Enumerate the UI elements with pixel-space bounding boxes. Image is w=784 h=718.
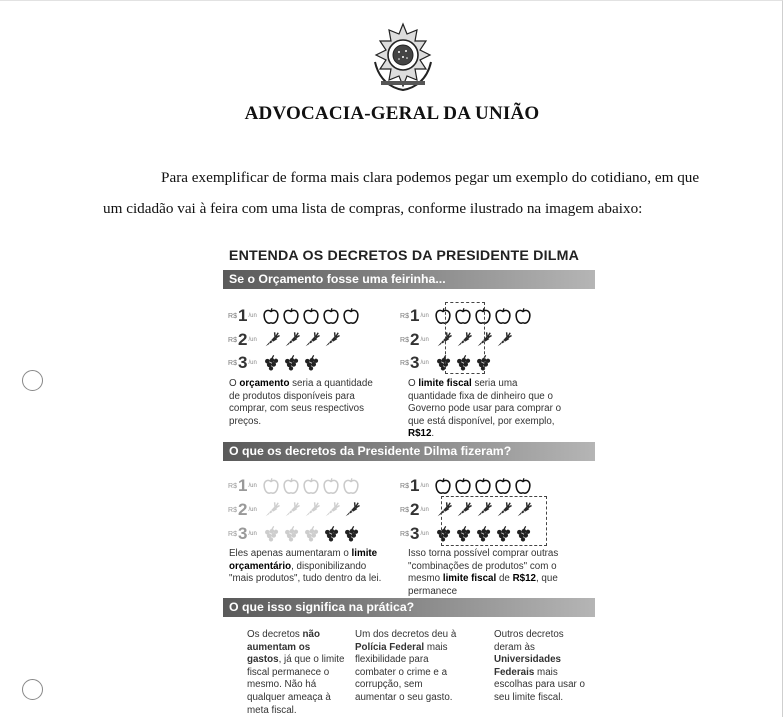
text-part: , disponibilizando "mais produtos", tudo dentro da lei. bbox=[229, 560, 382, 585]
price-row bbox=[219, 306, 362, 326]
text-part: , já que o limite fiscal permanece o mesmo. Não há qualquer ameaça à meta fiscal. bbox=[247, 654, 345, 716]
apple-icon bbox=[282, 477, 300, 495]
price-row bbox=[219, 353, 322, 373]
apple-icon bbox=[494, 477, 512, 495]
price-unit: /un bbox=[248, 337, 257, 343]
text-part: Os decretos bbox=[247, 629, 303, 640]
punch-hole-top bbox=[22, 370, 43, 391]
text-part: O bbox=[408, 378, 419, 389]
text-part: de bbox=[496, 573, 513, 585]
carrot-icon bbox=[494, 331, 512, 349]
grapes-icon bbox=[302, 525, 320, 543]
text-part: Um dos decretos deu à bbox=[355, 629, 457, 640]
organization-title: ADVOCACIA-GERAL DA UNIÃO bbox=[244, 103, 540, 124]
price-prefix: R$ bbox=[228, 530, 237, 538]
price-value: 1 bbox=[238, 476, 248, 495]
price-unit: /un bbox=[420, 507, 429, 513]
apple-icon bbox=[494, 307, 512, 325]
panel2-right-text bbox=[408, 548, 578, 598]
text-bold: Universidades Federais bbox=[494, 654, 561, 678]
apple-icon bbox=[514, 477, 532, 495]
price-prefix: R$ bbox=[400, 530, 409, 538]
text-bold: limite fiscal bbox=[442, 573, 497, 585]
price-unit: /un bbox=[248, 483, 257, 489]
price-value: 2 bbox=[410, 330, 420, 349]
punch-hole-bottom bbox=[22, 679, 43, 700]
price-prefix: R$ bbox=[400, 506, 409, 514]
section-bar-1: Se o Orçamento fosse uma feirinha... bbox=[223, 270, 595, 289]
text-bold: limite orçamentário bbox=[229, 548, 378, 572]
practice-column-2 bbox=[355, 629, 463, 705]
text-bold: R$12 bbox=[408, 428, 432, 440]
price-value: 3 bbox=[238, 353, 248, 372]
price-row bbox=[219, 330, 342, 350]
apple-icon bbox=[262, 307, 280, 325]
price-value: 3 bbox=[410, 524, 420, 543]
apple-icon bbox=[262, 477, 280, 495]
text-bold: limite fiscal bbox=[418, 378, 472, 389]
price-prefix: R$ bbox=[228, 359, 237, 367]
price-value: 3 bbox=[238, 524, 248, 543]
text-part: mais flexibilidade para combater o crime e a corrupção, sem aumentar o seu gasto. bbox=[355, 641, 453, 703]
price-unit: /un bbox=[420, 360, 429, 366]
body-paragraph bbox=[103, 162, 710, 224]
price-value: 3 bbox=[410, 353, 420, 372]
apple-icon bbox=[474, 477, 492, 495]
apple-icon bbox=[282, 307, 300, 325]
grapes-icon bbox=[262, 354, 280, 372]
text-bold: Polícia Federal bbox=[355, 641, 425, 653]
price-value: 1 bbox=[410, 476, 420, 495]
apple-icon bbox=[322, 477, 340, 495]
price-unit: /un bbox=[420, 483, 429, 489]
panel1-right-text bbox=[408, 378, 568, 441]
text-part: Isso torna possível comprar outras "combinações de produtos" com o mesmo bbox=[408, 548, 559, 585]
carrot-icon bbox=[302, 501, 320, 519]
price-row bbox=[219, 500, 362, 520]
grapes-icon bbox=[282, 525, 300, 543]
infographic-title: ENTENDA OS DECRETOS DA PRESIDENTE DILMA bbox=[228, 248, 580, 264]
infographic bbox=[215, 244, 593, 718]
price-prefix: R$ bbox=[400, 482, 409, 490]
carrot-icon bbox=[262, 501, 280, 519]
apple-icon bbox=[514, 307, 532, 325]
price-unit: /un bbox=[420, 531, 429, 537]
grapes-icon bbox=[302, 354, 320, 372]
panel2-left-text bbox=[229, 548, 389, 586]
panel1-left-text bbox=[229, 378, 379, 428]
carrot-icon bbox=[342, 501, 360, 519]
text-part: O bbox=[229, 378, 240, 389]
price-row bbox=[219, 476, 362, 496]
price-value: 2 bbox=[238, 330, 248, 349]
text-part: . bbox=[431, 428, 435, 440]
apple-icon bbox=[434, 477, 452, 495]
grapes-icon bbox=[322, 525, 340, 543]
price-unit: /un bbox=[420, 337, 429, 343]
price-row bbox=[391, 476, 534, 496]
price-value: 1 bbox=[410, 306, 420, 325]
grapes-icon bbox=[342, 525, 360, 543]
carrot-icon bbox=[282, 501, 300, 519]
grapes-icon bbox=[282, 354, 300, 372]
apple-icon bbox=[342, 307, 360, 325]
text-part: seria uma quantidade fixa de dinheiro que o Governo pode usar para comprar o que está disponível, por exemplo, bbox=[408, 378, 562, 427]
carrot-icon bbox=[302, 331, 320, 349]
text-part: seria a quantidade de produtos disponíveis para comprar, com seus respectivos preços. bbox=[229, 378, 373, 427]
price-prefix: R$ bbox=[228, 506, 237, 514]
apple-icon bbox=[342, 477, 360, 495]
text-bold: orçamento bbox=[239, 378, 290, 389]
text-part: mais escolhas para usar o seu limite fiscal. bbox=[494, 666, 585, 703]
apple-icon bbox=[302, 477, 320, 495]
carrot-icon bbox=[262, 331, 280, 349]
price-unit: /un bbox=[420, 313, 429, 319]
combination-selection-box bbox=[441, 496, 547, 546]
text-part: Outros decretos deram às bbox=[494, 629, 564, 653]
coat-of-arms-emblem bbox=[369, 22, 437, 94]
price-prefix: R$ bbox=[228, 482, 237, 490]
apple-icon bbox=[454, 477, 472, 495]
price-unit: /un bbox=[248, 507, 257, 513]
price-prefix: R$ bbox=[228, 336, 237, 344]
paragraph-text: Para exemplificar de forma mais clara podemos pegar um exemplo do cotidiano, em que um cidadão vai à feira com uma lista de compras, conforme ilustrado na imagem abaixo: bbox=[103, 169, 700, 217]
text-part: , que permanece bbox=[408, 573, 558, 597]
price-value: 2 bbox=[238, 500, 248, 519]
carrot-icon bbox=[322, 501, 340, 519]
apple-icon bbox=[302, 307, 320, 325]
price-value: 1 bbox=[238, 306, 248, 325]
carrot-icon bbox=[282, 331, 300, 349]
price-prefix: R$ bbox=[400, 312, 409, 320]
price-prefix: R$ bbox=[400, 359, 409, 367]
fiscal-limit-selection-box bbox=[445, 302, 485, 374]
section-bar-2: O que os decretos da Presidente Dilma fizeram? bbox=[223, 442, 595, 461]
grapes-icon bbox=[262, 525, 280, 543]
price-unit: /un bbox=[248, 313, 257, 319]
apple-icon bbox=[322, 307, 340, 325]
price-prefix: R$ bbox=[400, 336, 409, 344]
price-row bbox=[219, 524, 362, 544]
price-value: 2 bbox=[410, 500, 420, 519]
price-prefix: R$ bbox=[228, 312, 237, 320]
price-unit: /un bbox=[248, 360, 257, 366]
text-part: Eles apenas aumentaram o bbox=[229, 548, 352, 559]
carrot-icon bbox=[322, 331, 340, 349]
practice-column-1 bbox=[247, 629, 347, 717]
section-bar-3: O que isso significa na prática? bbox=[223, 598, 595, 617]
price-unit: /un bbox=[248, 531, 257, 537]
practice-column-3 bbox=[494, 629, 590, 705]
text-bold: não aumentam os gastos bbox=[247, 629, 320, 666]
text-bold: R$12 bbox=[512, 573, 536, 585]
